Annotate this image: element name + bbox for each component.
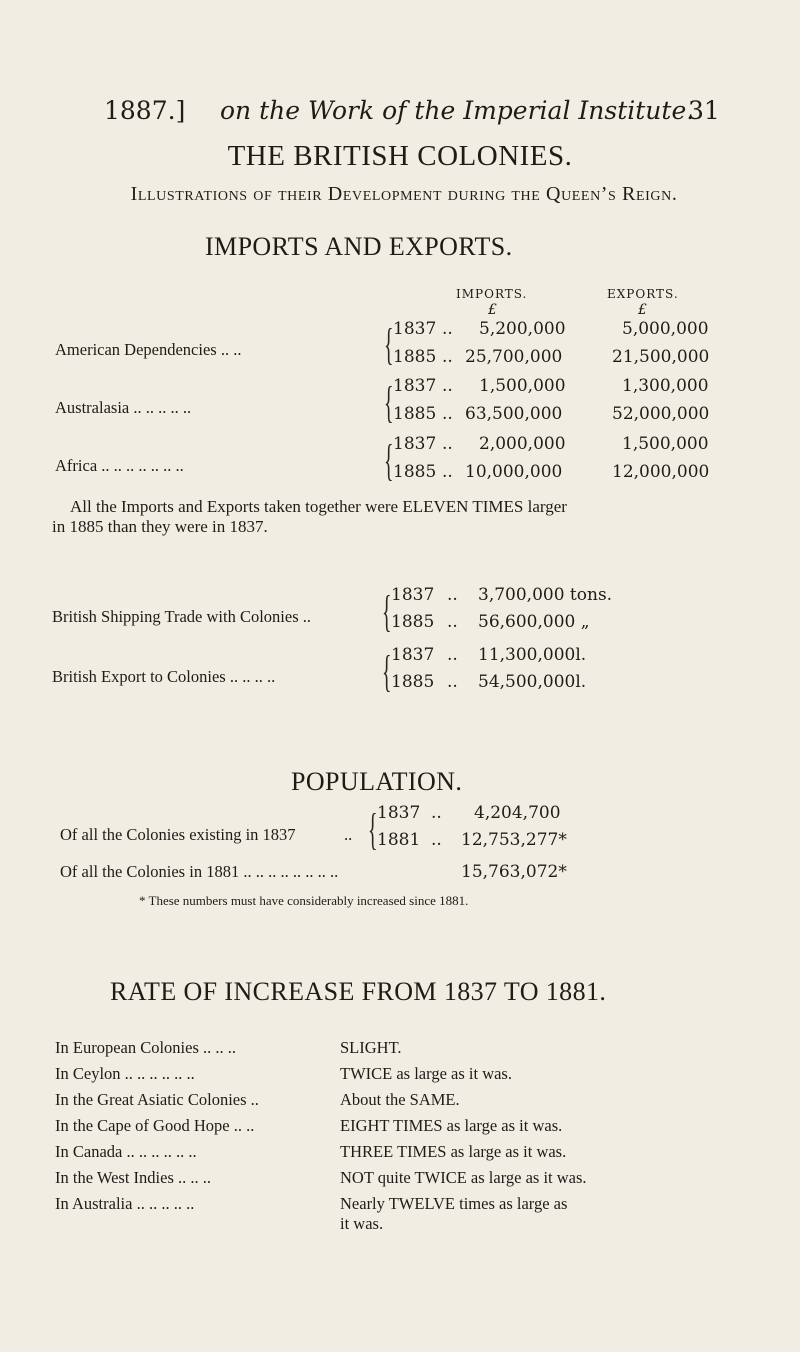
page-header-title: on the Work of the Imperial Institute. (220, 96, 695, 125)
dots: .. (442, 434, 453, 454)
rate-row-value: NOT quite TWICE as large as it was. (340, 1168, 587, 1187)
rate-row-value: THREE TIMES as large as it was. (340, 1142, 567, 1161)
population-row2-label: Of all the Colonies in 1881 .. .. .. .. .. .. .. .. (60, 862, 339, 881)
dots: .. (442, 347, 453, 367)
shipping-value-1885: 56,600,000 „ (478, 612, 590, 632)
exports-value: 12,000,000 (612, 462, 710, 482)
trade-row-label: Australasia .. .. .. .. .. (55, 398, 192, 417)
imports-value: 63,500,000 (465, 404, 563, 424)
rate-row-value: TWICE as large as it was. (340, 1064, 512, 1083)
dots: .. (442, 404, 453, 424)
trade-row-label: American Dependencies .. .. (55, 340, 242, 359)
year: 1837 (393, 434, 437, 454)
rate-row-value: About the SAME. (340, 1090, 460, 1109)
shipping-label: British Shipping Trade with Colonies .. (52, 607, 311, 626)
exports-currency: £ (638, 302, 647, 318)
dots: .. (447, 672, 458, 692)
exports-column-header: EXPORTS. (607, 287, 679, 301)
shipping-value-1837: 3,700,000 tons. (478, 585, 613, 605)
population-1881: 12,753,277* (461, 830, 567, 850)
year: 1885 (393, 404, 437, 424)
rate-row-label: In the West Indies .. .. .. (55, 1168, 212, 1187)
imports-value: 10,000,000 (465, 462, 563, 482)
year: 1837 (391, 645, 435, 665)
dots: .. (442, 319, 453, 339)
brace: { (384, 436, 394, 485)
exports-value: 5,000,000 (622, 319, 709, 339)
page-header-year: 1887.] (104, 96, 186, 125)
export-label: British Export to Colonies .. .. .. .. (52, 667, 276, 686)
imports-currency: £ (488, 302, 497, 318)
imports-value: 5,200,000 (479, 319, 566, 339)
imports-value: 1,500,000 (479, 376, 566, 396)
imports-exports-heading: IMPORTS AND EXPORTS. (205, 232, 513, 261)
year: 1885 (393, 462, 437, 482)
year: 1837 (393, 376, 437, 396)
year: 1837 (377, 803, 421, 823)
year: 1885 (391, 672, 435, 692)
exports-value: 1,500,000 (622, 434, 709, 454)
year: 1881 (377, 830, 421, 850)
imports-column-header: IMPORTS. (456, 287, 528, 301)
population-1837: 4,204,700 (474, 803, 561, 823)
rate-row-value: EIGHT TIMES as large as it was. (340, 1116, 563, 1135)
rate-row-label: In European Colonies .. .. .. (55, 1038, 237, 1057)
exports-value: 52,000,000 (612, 404, 710, 424)
dots: .. (447, 585, 458, 605)
page-subtitle: Illustrations of their Development during the Queen’s Reign. (130, 183, 678, 205)
year: 1885 (393, 347, 437, 367)
brace: { (382, 647, 392, 696)
export-value-1837: 11,300,000l. (478, 645, 587, 665)
year: 1837 (393, 319, 437, 339)
dots: .. (442, 462, 453, 482)
trade-row-label: Africa .. .. .. .. .. .. .. (55, 456, 184, 475)
imports-value: 25,700,000 (465, 347, 563, 367)
rate-row-value-continued: it was. (340, 1214, 384, 1233)
page-title: THE BRITISH COLONIES. (227, 140, 573, 172)
rate-row-label: In Ceylon .. .. .. .. .. .. (55, 1064, 195, 1083)
rate-row-label: In Australia .. .. .. .. .. (55, 1194, 195, 1213)
population-footnote: * These numbers must have considerably increased since 1881. (139, 893, 469, 908)
population-total-1881: 15,763,072* (461, 862, 567, 882)
export-value-1885: 54,500,000l. (478, 672, 587, 692)
rate-row-label: In the Great Asiatic Colonies .. (55, 1090, 259, 1109)
dots: .. (431, 830, 442, 850)
rate-heading: RATE OF INCREASE FROM 1837 TO 1881. (110, 977, 607, 1006)
rate-row-value: SLIGHT. (340, 1038, 402, 1057)
dots: .. (447, 612, 458, 632)
trade-summary-line1: All the Imports and Exports taken together were ELEVEN TIMES larger (70, 497, 567, 516)
rate-row-label: In Canada .. .. .. .. .. .. (55, 1142, 197, 1161)
page-number: 31 (688, 96, 720, 125)
rate-row-value: Nearly TWELVE times as large as (340, 1194, 568, 1213)
year: 1885 (391, 612, 435, 632)
year: 1837 (391, 585, 435, 605)
dots: .. (344, 825, 353, 844)
population-heading: POPULATION. (291, 767, 463, 796)
dots: .. (442, 376, 453, 396)
brace: { (368, 805, 378, 854)
exports-value: 21,500,000 (612, 347, 710, 367)
dots: .. (447, 645, 458, 665)
exports-value: 1,300,000 (622, 376, 709, 396)
dots: .. (431, 803, 442, 823)
rate-row-label: In the Cape of Good Hope .. .. (55, 1116, 255, 1135)
population-row1-label: Of all the Colonies existing in 1837 (60, 825, 296, 844)
brace: { (384, 320, 394, 369)
brace: { (384, 378, 394, 427)
imports-value: 2,000,000 (479, 434, 566, 454)
trade-summary-line2: in 1885 than they were in 1837. (52, 517, 268, 536)
brace: { (382, 587, 392, 636)
